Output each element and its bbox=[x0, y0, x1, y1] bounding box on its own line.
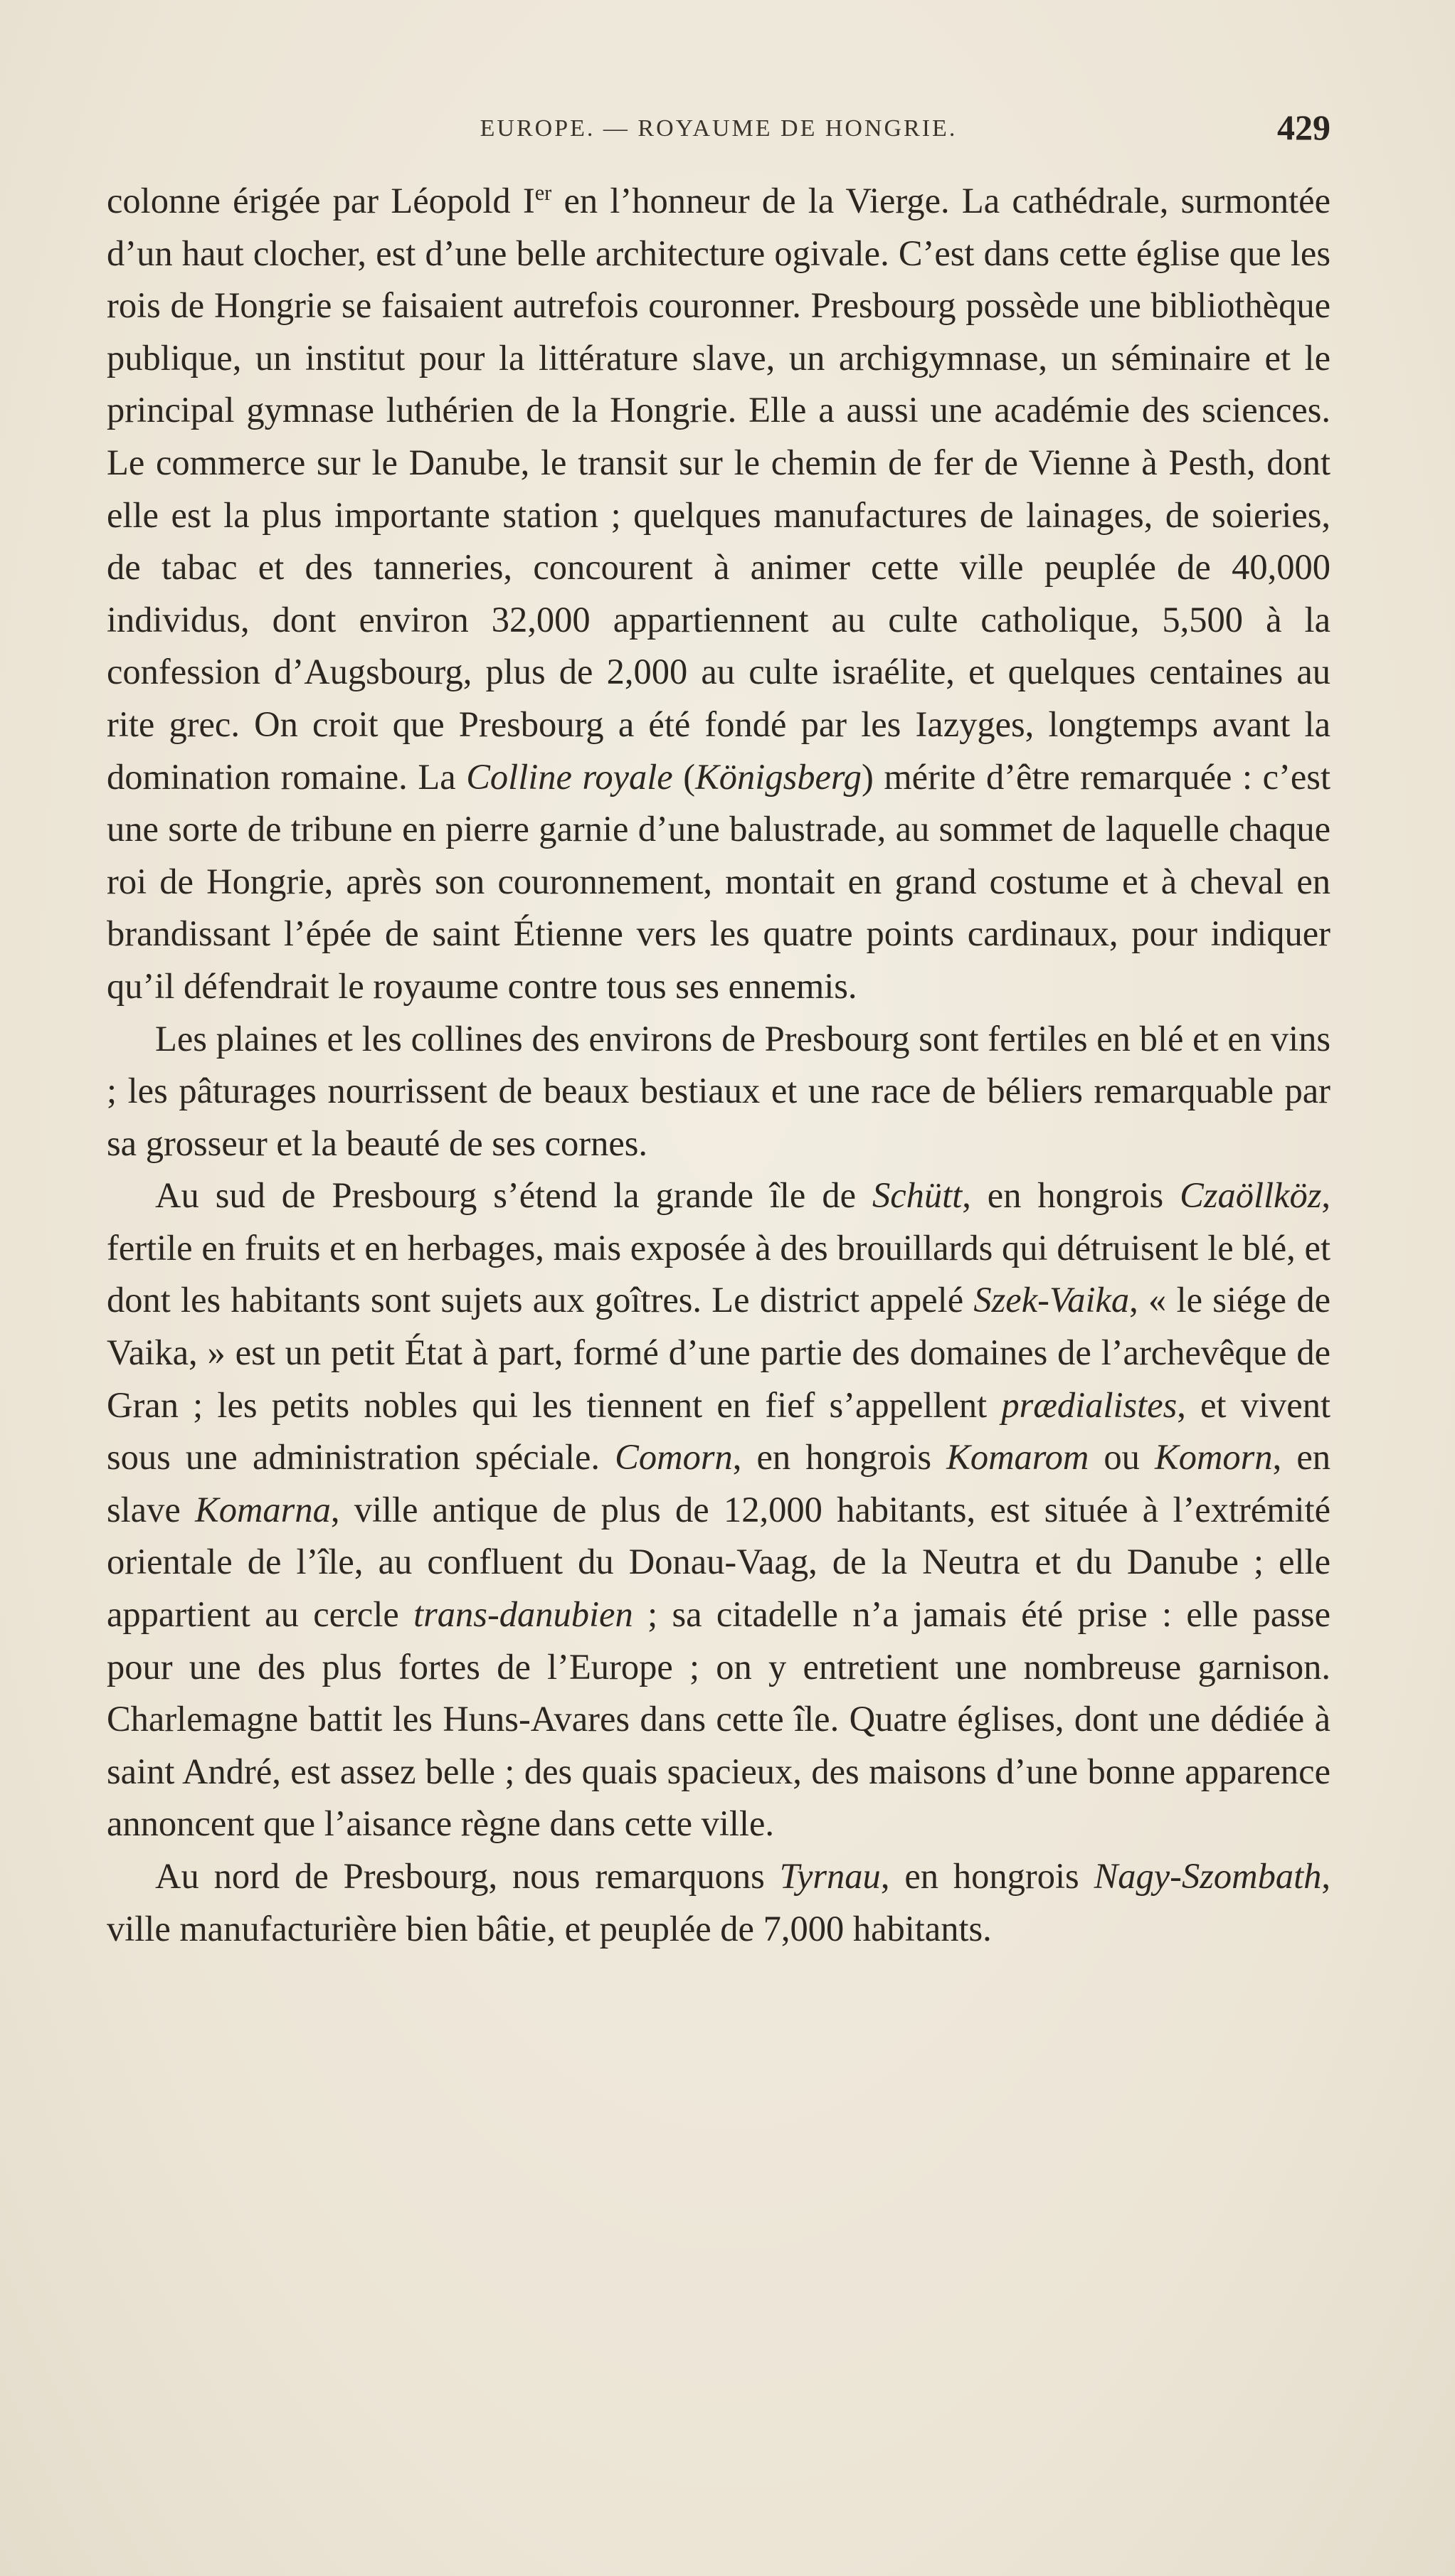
text-run: , ville manufacturière bien bâtie, et peuplée de 7,000 habitants. bbox=[107, 1856, 1331, 1949]
italic-term: Szek-Vaika bbox=[973, 1280, 1130, 1320]
paragraph bbox=[107, 1170, 1330, 1850]
italic-term: Königsberg bbox=[695, 756, 862, 797]
italic-term: Tyrnau bbox=[779, 1856, 881, 1896]
italic-term: Komarom bbox=[946, 1437, 1089, 1478]
paragraph bbox=[107, 1013, 1330, 1170]
paragraph bbox=[107, 1850, 1330, 1955]
text-run: ( bbox=[672, 756, 696, 797]
superscript: er bbox=[534, 181, 552, 206]
text-run: en l’honneur de la Vierge. La cathédrale, surmontée d’un haut clocher, est d’une belle architecture ogivale. C’est dans cette église que les rois de Hongrie se faisaient autrefois couronner. Presbourg possède une bibliothèque publique, un institut pour la littérature slave, un archigymnase, un séminaire et le principal gymnase luthérien de la Hongrie. Elle a aussi une académie des sciences. Le commerce sur le Danube, le transit sur le chemin de fer de Vienne à Pesth, dont elle est la plus importante station ; quelques manufactures de lainages, de soieries, de tabac et des tanneries, concourent à animer cette ville peuplée de 40,000 individus, dont environ 32,000 appartiennent au culte catholique, 5,500 à la confession d’Augsbourg, plus de 2,000 au culte israélite, et quelques centaines au rite grec. On croit que Presbourg a été fondé par les Iazyges, longtemps avant la domination romaine. La bbox=[107, 181, 1330, 797]
italic-term: prædialistes bbox=[1001, 1384, 1178, 1425]
text-run: , fertile en fruits et en herbages, mais exposée à des brouillards qui détruisent le blé, et dont les habitants sont sujets aux goîtres. Le district appelé bbox=[107, 1175, 1330, 1320]
text-run: Au nord de Presbourg, nous remarquons bbox=[155, 1856, 780, 1896]
text-run: Les plaines et les collines des environs de Presbourg sont fertiles en blé et en vins ; les pâturages nourrissent de beaux bestiaux et une race de béliers remarquable par sa grosseur et la beauté de ses cornes. bbox=[107, 1018, 1330, 1163]
italic-term: Schütt bbox=[872, 1175, 963, 1216]
text-run: , ville antique de plus de 12,000 habitants, est située à l’extrémité orientale de l’île, au confluent du Donau-Vaag, de la Neutra et du Danube ; elle appartient au cercle bbox=[107, 1489, 1330, 1635]
text-run: , en hongrois bbox=[732, 1437, 947, 1478]
italic-term: Comorn bbox=[615, 1437, 733, 1478]
text-run: , en slave bbox=[107, 1437, 1331, 1530]
italic-term: Nagy-Szombath bbox=[1094, 1856, 1322, 1896]
italic-term: Komorn bbox=[1155, 1437, 1273, 1478]
text-run: Au sud de Presbourg s’étend la grande île de bbox=[155, 1175, 872, 1216]
text-run: , et vivent sous une administration spéciale. bbox=[107, 1384, 1330, 1478]
text-run: , « le siége de Vaika, » est un petit État à part, formé d’une partie des domaines de l’archevêque de Gran ; les petits nobles qui les tiennent en fief s’appellent bbox=[107, 1280, 1330, 1425]
text-run: , en hongrois bbox=[962, 1175, 1180, 1216]
italic-term: Komarna bbox=[195, 1489, 331, 1530]
italic-term: Czaöllköz bbox=[1180, 1175, 1322, 1216]
page-header bbox=[107, 107, 1330, 164]
text-run: ou bbox=[1089, 1437, 1155, 1478]
page-number: 429 bbox=[1277, 107, 1330, 147]
italic-term: Colline royale bbox=[466, 756, 673, 797]
text-run: ; sa citadelle n’a jamais été prise : elle passe pour une des plus fortes de l’Europe ; on y entretient une nombreuse garnison. Charlemagne battit les Huns-Avares dans cette île. Quatre églises, dont une dédiée à saint André, est assez belle ; des quais spacieux, des maisons d’une bonne apparence annoncent que l’aisance règne dans cette ville. bbox=[107, 1594, 1330, 1844]
text-run: ) mérite d’être remarquée : c’est une sorte de tribune en pierre garnie d’une balustrade, au sommet de laquelle chaque roi de Hongrie, après son couronnement, montait en grand costume et à cheval en brandissant l’épée de saint Étienne vers les quatre points cardinaux, pour indiquer qu’il défendrait le royaume contre tous ses ennemis. bbox=[107, 756, 1330, 1006]
body-text bbox=[107, 175, 1330, 1955]
text-run: , en hongrois bbox=[880, 1856, 1094, 1896]
running-head: EUROPE. — ROYAUME DE HONGRIE. bbox=[480, 115, 958, 142]
paragraph bbox=[107, 175, 1330, 1013]
italic-term: trans-danubien bbox=[413, 1594, 633, 1635]
text-run: colonne érigée par Léopold I bbox=[107, 181, 535, 221]
